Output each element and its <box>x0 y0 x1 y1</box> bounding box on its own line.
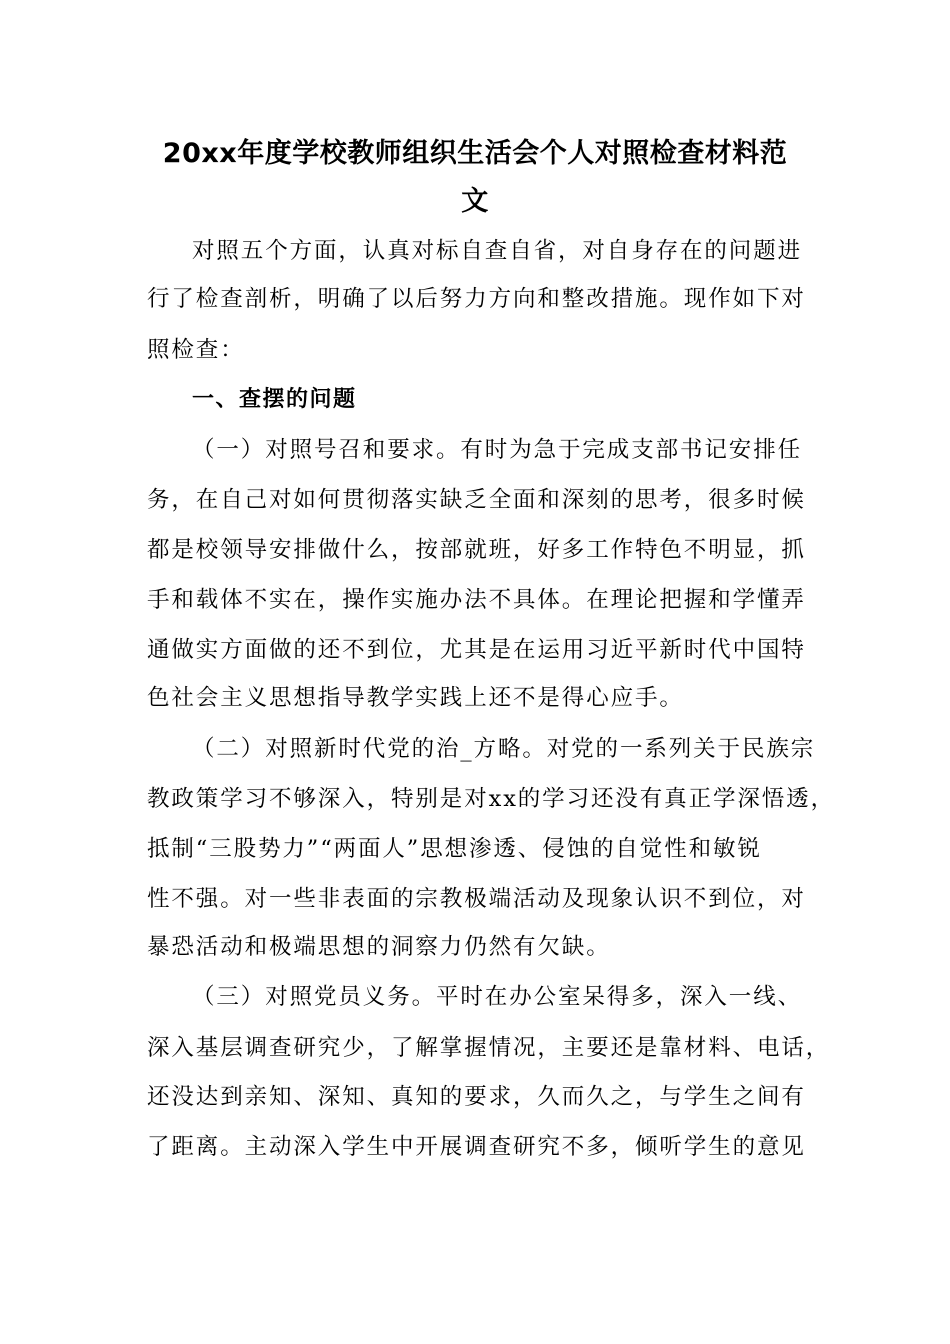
paragraph2-line-5: 暴恐活动和极端思想的洞察力仍然有欠缺。 <box>147 934 611 960</box>
paragraph1-line-6: 色社会主义思想指导教学实践上还不是得心应手。 <box>147 685 684 711</box>
paragraph1-line-5: 通做实方面做的还不到位，尤其是在运用习近平新时代中国特 <box>147 637 806 663</box>
paragraph3-line-3: 还没达到亲知、深知、真知的要求，久而久之，与学生之间有 <box>147 1084 806 1110</box>
paragraph2-line-4: 性不强。对一些非表面的宗教极端活动及现象认识不到位，对 <box>147 886 806 912</box>
paragraph2-line-1: （二）对照新时代党的治_方略。对党的一系列关于民族宗 <box>192 736 816 762</box>
paragraph3-line-1: （三）对照党员义务。平时在办公室呆得多，深入一线、 <box>192 984 803 1010</box>
intro-line-2: 行了检查剖析，明确了以后努力方向和整改措施。现作如下对 <box>147 286 806 312</box>
paragraph2-line-2: 教政策学习不够深入，特别是对xx的学习还没有真正学深悟透， <box>147 786 835 812</box>
paragraph3-line-4: 了距离。主动深入学生中开展调查研究不多，倾听学生的意见 <box>147 1134 806 1160</box>
document-title-line-2: 文 <box>461 186 489 217</box>
section-heading: 一、查摆的问题 <box>192 387 357 412</box>
intro-line-3: 照检查： <box>147 337 245 363</box>
paragraph1-line-4: 手和载体不实在，操作实施办法不具体。在理论把握和学懂弄 <box>147 587 806 613</box>
paragraph3-line-2: 深入基层调查研究少，了解掌握情况，主要还是靠材料、电话， <box>147 1035 831 1061</box>
paragraph1-line-2: 务，在自己对如何贯彻落实缺乏全面和深刻的思考，很多时候 <box>147 487 806 513</box>
document-title-line-1: 20xx年度学校教师组织生活会个人对照检查材料范 <box>162 138 788 169</box>
paragraph1-line-3: 都是校领导安排做什么，按部就班，好多工作特色不明显，抓 <box>147 537 806 563</box>
paragraph2-line-3: 抵制“三股势力”“两面人”思想渗透、侵蚀的自觉性和敏锐 <box>147 836 762 862</box>
paragraph1-line-1: （一）对照号召和要求。有时为急于完成支部书记安排任 <box>192 437 803 463</box>
intro-line-1: 对照五个方面，认真对标自查自省，对自身存在的问题进 <box>192 238 803 264</box>
